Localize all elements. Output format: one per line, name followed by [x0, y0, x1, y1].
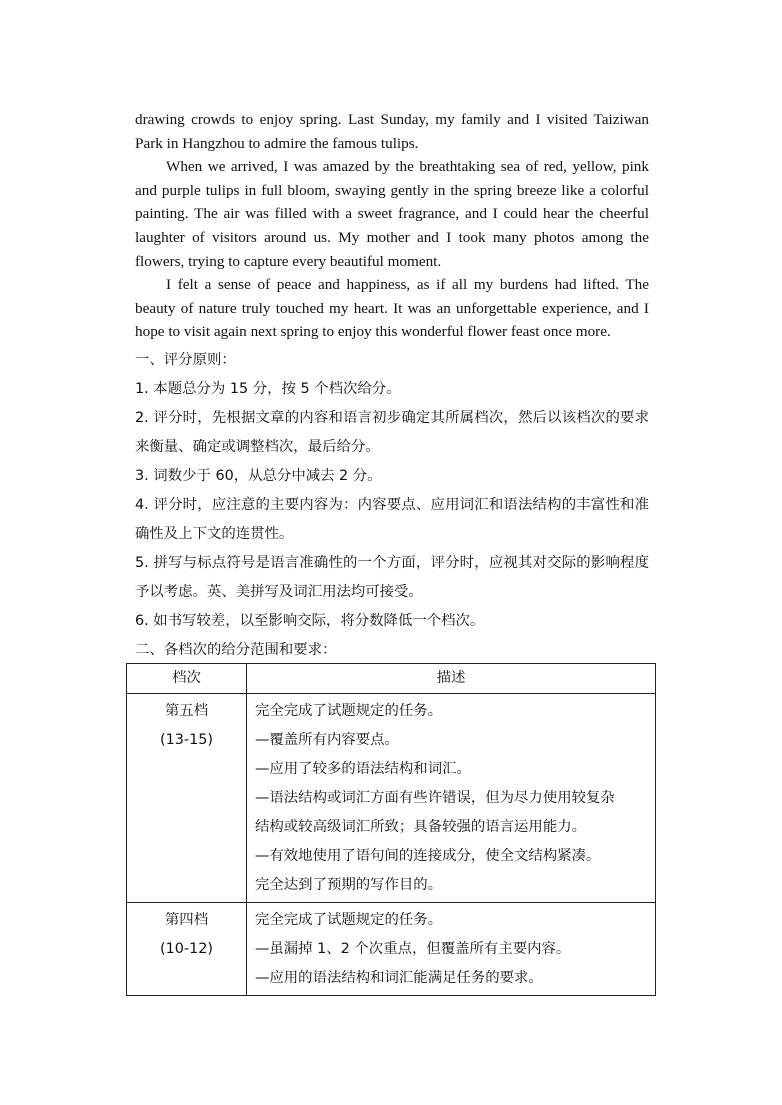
principle-item-3: 3. 词数少于 60，从总分中减去 2 分。 [135, 467, 382, 484]
table-row [127, 694, 656, 903]
level-name: 第五档 [164, 703, 209, 719]
description-line: —覆盖所有内容要点。 [255, 732, 399, 748]
essay-paragraph-2: When we arrived, I was amazed by the breathtaking sea of red, yellow, pink and purple tulips in full bloom, swaying gently in the spring breeze like a colorful painting. The air was filled with a sweet fragrance, and I could hear the cheerful laughter of visitors around us. My mother and I took many photos among the flowers, trying to capture every beautiful moment. [135, 158, 649, 270]
principle-item-5: 5. 拼写与标点符号是语言准确性的一个方面，评分时，应视其对交际的影响程度予以考虑。英、美拼写及词汇用法均可接受。 [135, 554, 649, 600]
level-range: (13-15) [159, 732, 214, 748]
description-line: —虽漏掉 1、2 个次重点，但覆盖所有主要内容。 [255, 941, 571, 957]
principle-item-2: 2. 评分时，先根据文章的内容和语言初步确定其所属档次，然后以该档次的要求来衡量、确定或调整档次，最后给分。 [135, 409, 649, 455]
description-line: —语法结构或词汇方面有些许错误，但为尽力使用较复杂 [255, 790, 615, 806]
grading-levels-table [126, 663, 656, 996]
table-row [127, 903, 656, 996]
level-cell [127, 903, 247, 996]
table-header-row [127, 664, 656, 694]
level-name: 第四档 [164, 912, 209, 928]
principles-heading: 一、评分原则： [135, 351, 236, 368]
column-header-level: 档次 [127, 664, 247, 694]
description-line: —有效地使用了语句间的连接成分，使全文结构紧凑。 [255, 848, 601, 864]
level-cell [127, 694, 247, 903]
document-body [135, 108, 649, 665]
description-line: —应用了较多的语法结构和词汇。 [255, 761, 471, 777]
principle-item-4: 4. 评分时，应注意的主要内容为：内容要点、应用词汇和语法结构的丰富性和准确性及上下文的连贯性。 [135, 496, 649, 542]
essay-paragraph-1: drawing crowds to enjoy spring. Last Sunday, my family and I visited Taiziwan Park in Hangzhou to admire the famous tulips. [135, 111, 649, 152]
description-cell [247, 694, 656, 903]
principle-item-6: 6. 如书写较差，以至影响交际，将分数降低一个档次。 [135, 612, 485, 629]
levels-heading: 二、各档次的给分范围和要求： [135, 641, 337, 658]
description-line: 完全完成了试题规定的任务。 [255, 703, 443, 719]
description-cell [247, 903, 656, 996]
description-line: 完全完成了试题规定的任务。 [255, 912, 443, 928]
level-range: (10-12) [159, 941, 214, 957]
description-line: —应用的语法结构和词汇能满足任务的要求。 [255, 970, 543, 986]
column-header-description: 描述 [247, 664, 656, 694]
principle-item-1: 1. 本题总分为 15 分，按 5 个档次给分。 [135, 380, 401, 397]
description-line: 结构或较高级词汇所致；具备较强的语言运用能力。 [255, 819, 586, 835]
essay-paragraph-3: I felt a sense of peace and happiness, as if all my burdens had lifted. The beauty of nature truly touched my heart. It was an unforgettable experience, and I hope to visit again next spring to enjoy this wonderful flower feast once more. [135, 276, 649, 341]
description-line: 完全达到了预期的写作目的。 [255, 877, 443, 893]
